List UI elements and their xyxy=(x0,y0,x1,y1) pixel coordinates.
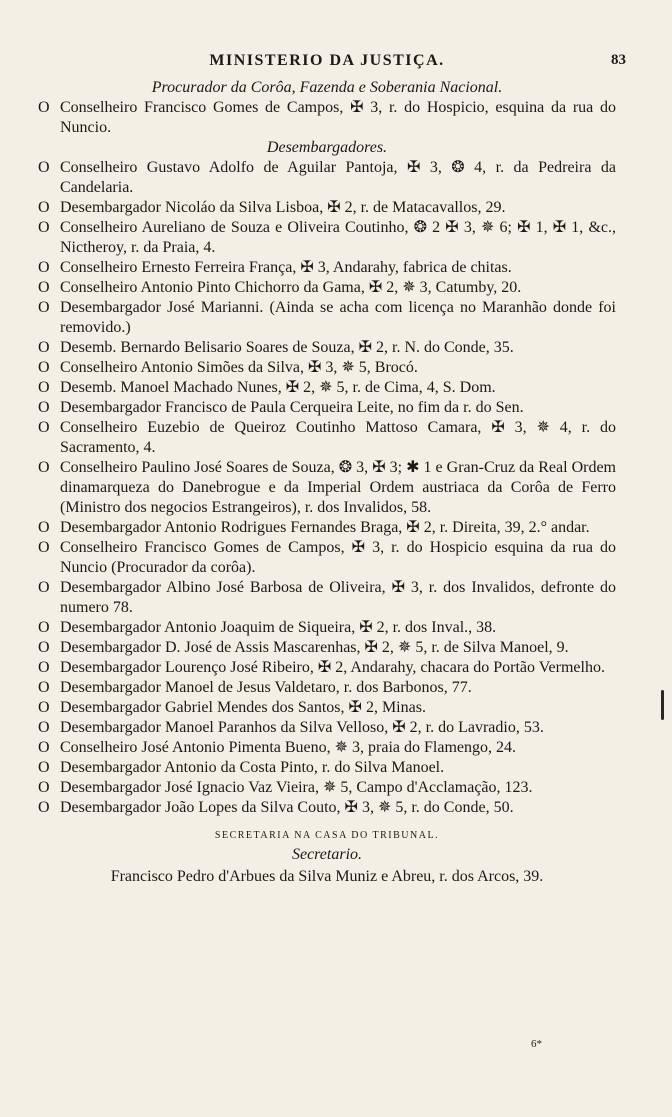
signature-mark: 6* xyxy=(531,1038,542,1050)
list-item xyxy=(38,758,616,778)
entry-marker: O xyxy=(38,259,50,276)
entry-text: Desembargador Francisco de Paula Cerqueira Leite, no fim da r. do Sen. xyxy=(60,399,524,416)
list-item xyxy=(38,718,616,738)
list-item xyxy=(38,218,616,258)
entry-marker: O xyxy=(38,719,50,736)
list-item xyxy=(38,578,616,618)
entry-marker: O xyxy=(38,699,50,716)
entry-marker: O xyxy=(38,779,50,796)
entry-text: Desembargador Antonio da Costa Pinto, r. do Silva Manoel. xyxy=(60,759,445,776)
entry-text: Desembargador Gabriel Mendes dos Santos, ✠ 2, Minas. xyxy=(60,699,426,716)
entry-marker: O xyxy=(38,539,50,556)
entry-marker: O xyxy=(38,279,50,296)
entry-text: Conselheiro Antonio Simões da Silva, ✠ 3, ✵ 5, Brocó. xyxy=(60,359,418,376)
entry-text: Desembargador Lourenço José Ribeiro, ✠ 2, Andarahy, chacara do Portão Vermelho. xyxy=(60,659,605,676)
list-item xyxy=(38,98,616,138)
entry-marker: O xyxy=(38,379,50,396)
list-item xyxy=(38,798,616,818)
list-item xyxy=(38,378,616,398)
entry-text: Desemb. Manoel Machado Nunes, ✠ 2, ✵ 5, r. de Cima, 4, S. Dom. xyxy=(60,379,496,396)
list-item xyxy=(38,338,616,358)
entry-text: Conselheiro Ernesto Ferreira França, ✠ 3, Andarahy, fabrica de chitas. xyxy=(60,259,512,276)
list-item xyxy=(38,358,616,378)
entry-marker: O xyxy=(38,299,50,316)
entry-marker: O xyxy=(38,619,50,636)
list-item xyxy=(38,198,616,218)
heading-desembargadores: Desembargadores. xyxy=(266,139,388,156)
entries-list xyxy=(38,98,616,818)
entry-text: Desembargador Albino José Barbosa de Oliveira, ✠ 3, r. dos Invalidos, defronte do numero 78. xyxy=(60,579,616,616)
entry-text: Conselheiro Francisco Gomes de Campos, ✠ 3, r. do Hospicio, esquina da rua do Nuncio. xyxy=(60,99,616,136)
secretario-entry: Francisco Pedro d'Arbues da Silva Muniz e Abreu, r. dos Arcos, 39. xyxy=(110,868,544,885)
entry-text: Conselheiro Francisco Gomes de Campos, ✠ 3, r. do Hospicio esquina da rua do Nuncio (Procurador da corôa). xyxy=(60,539,616,576)
list-item xyxy=(38,538,616,578)
entry-marker: O xyxy=(38,519,50,536)
entry-text: Desembargador José Ignacio Vaz Vieira, ✵ 5, Campo d'Acclamação, 123. xyxy=(60,779,533,796)
entry-marker: O xyxy=(38,399,50,416)
entry-marker: O xyxy=(38,339,50,356)
entry-text: Desembargador Antonio Joaquim de Siqueira, ✠ 2, r. dos Inval., 38. xyxy=(60,619,497,636)
entry-text: Desembargador Nicoláo da Silva Lisboa, ✠ 2, r. de Matacavallos, 29. xyxy=(60,199,506,216)
page-number: 83 xyxy=(611,52,626,68)
list-item xyxy=(38,698,616,718)
entry-marker: O xyxy=(38,219,50,236)
list-item xyxy=(38,458,616,518)
entry-marker: O xyxy=(38,639,50,656)
entry-text: Conselheiro Gustavo Adolfo de Aguilar Pantoja, ✠ 3, ❂ 4, r. da Pedreira da Candelaria. xyxy=(60,159,616,196)
secretario-heading: Secretario. xyxy=(291,846,363,863)
list-item xyxy=(38,278,616,298)
list-item xyxy=(38,418,616,458)
entry-text: Conselheiro Antonio Pinto Chichorro da Gama, ✠ 2, ✵ 3, Catumby, 20. xyxy=(60,279,522,296)
list-item xyxy=(38,778,616,798)
list-item xyxy=(38,398,616,418)
entry-text: Conselheiro José Antonio Pimenta Bueno, ✵ 3, praia do Flamengo, 24. xyxy=(60,739,517,756)
entry-text: Desembargador João Lopes da Silva Couto, ✠ 3, ✵ 5, r. do Conde, 50. xyxy=(60,799,514,816)
list-item xyxy=(38,158,616,198)
entry-marker: O xyxy=(38,99,50,116)
entry-text: Desembargador Manoel de Jesus Valdetaro, r. dos Barbonos, 77. xyxy=(60,679,472,696)
entry-marker: O xyxy=(38,419,50,436)
entry-marker: O xyxy=(38,359,50,376)
secretaria-heading: SECRETARIA NA CASA DO TRIBUNAL. xyxy=(214,830,440,841)
list-item xyxy=(38,638,616,658)
list-item xyxy=(38,258,616,278)
entry-marker: O xyxy=(38,659,50,676)
list-item xyxy=(38,738,616,758)
entry-text: Conselheiro Aureliano de Souza e Oliveira Coutinho, ❂ 2 ✠ 3, ✵ 6; ✠ 1, ✠ 1, &c., Nictheroy, r. da Praia, 4. xyxy=(60,219,616,256)
entry-marker: O xyxy=(38,679,50,696)
entry-marker: O xyxy=(38,579,50,596)
page-header xyxy=(38,52,626,78)
entry-text: Conselheiro Euzebio de Queiroz Coutinho Mattoso Camara, ✠ 3, ✵ 4, r. do Sacramento, 4. xyxy=(60,419,616,456)
entry-marker: O xyxy=(38,459,50,476)
entry-marker: O xyxy=(38,159,50,176)
entry-text: Conselheiro Paulino José Soares de Souza, ❂ 3, ✠ 3; ✱ 1 e Gran-Cruz da Real Ordem dinamarqueza do Danebrogue e da Imperial Ordem austriaca da Corôa de Ferro (Ministro dos negocios Estrangeiros), r. dos Invalidos, 58. xyxy=(60,459,616,516)
margin-speck xyxy=(661,690,664,720)
list-item xyxy=(38,618,616,638)
list-item xyxy=(38,658,616,678)
list-item xyxy=(38,678,616,698)
entry-text: Desembargador Manoel Paranhos da Silva Velloso, ✠ 2, r. do Lavradio, 53. xyxy=(60,719,544,736)
list-item xyxy=(38,518,616,538)
page-title: MINISTERIO DA JUSTIÇA. xyxy=(209,52,445,69)
entry-text: Desembargador D. José de Assis Mascarenhas, ✠ 2, ✵ 5, r. de Silva Manoel, 9. xyxy=(60,639,569,656)
heading-procurador: Procurador da Corôa, Fazenda e Soberania Nacional. xyxy=(151,79,503,96)
entry-text: Desembargador Antonio Rodrigues Fernandes Braga, ✠ 2, r. Direita, 39, 2.° andar. xyxy=(60,519,590,536)
entry-marker: O xyxy=(38,199,50,216)
entry-marker: O xyxy=(38,799,50,816)
entry-text: Desembargador José Marianni. (Ainda se acha com licença no Maranhão donde foi removido.) xyxy=(60,299,616,336)
list-item xyxy=(38,298,616,338)
entry-marker: O xyxy=(38,739,50,756)
entry-marker: O xyxy=(38,759,50,776)
entry-text: Desemb. Bernardo Belisario Soares de Souza, ✠ 2, r. N. do Conde, 35. xyxy=(60,339,514,356)
